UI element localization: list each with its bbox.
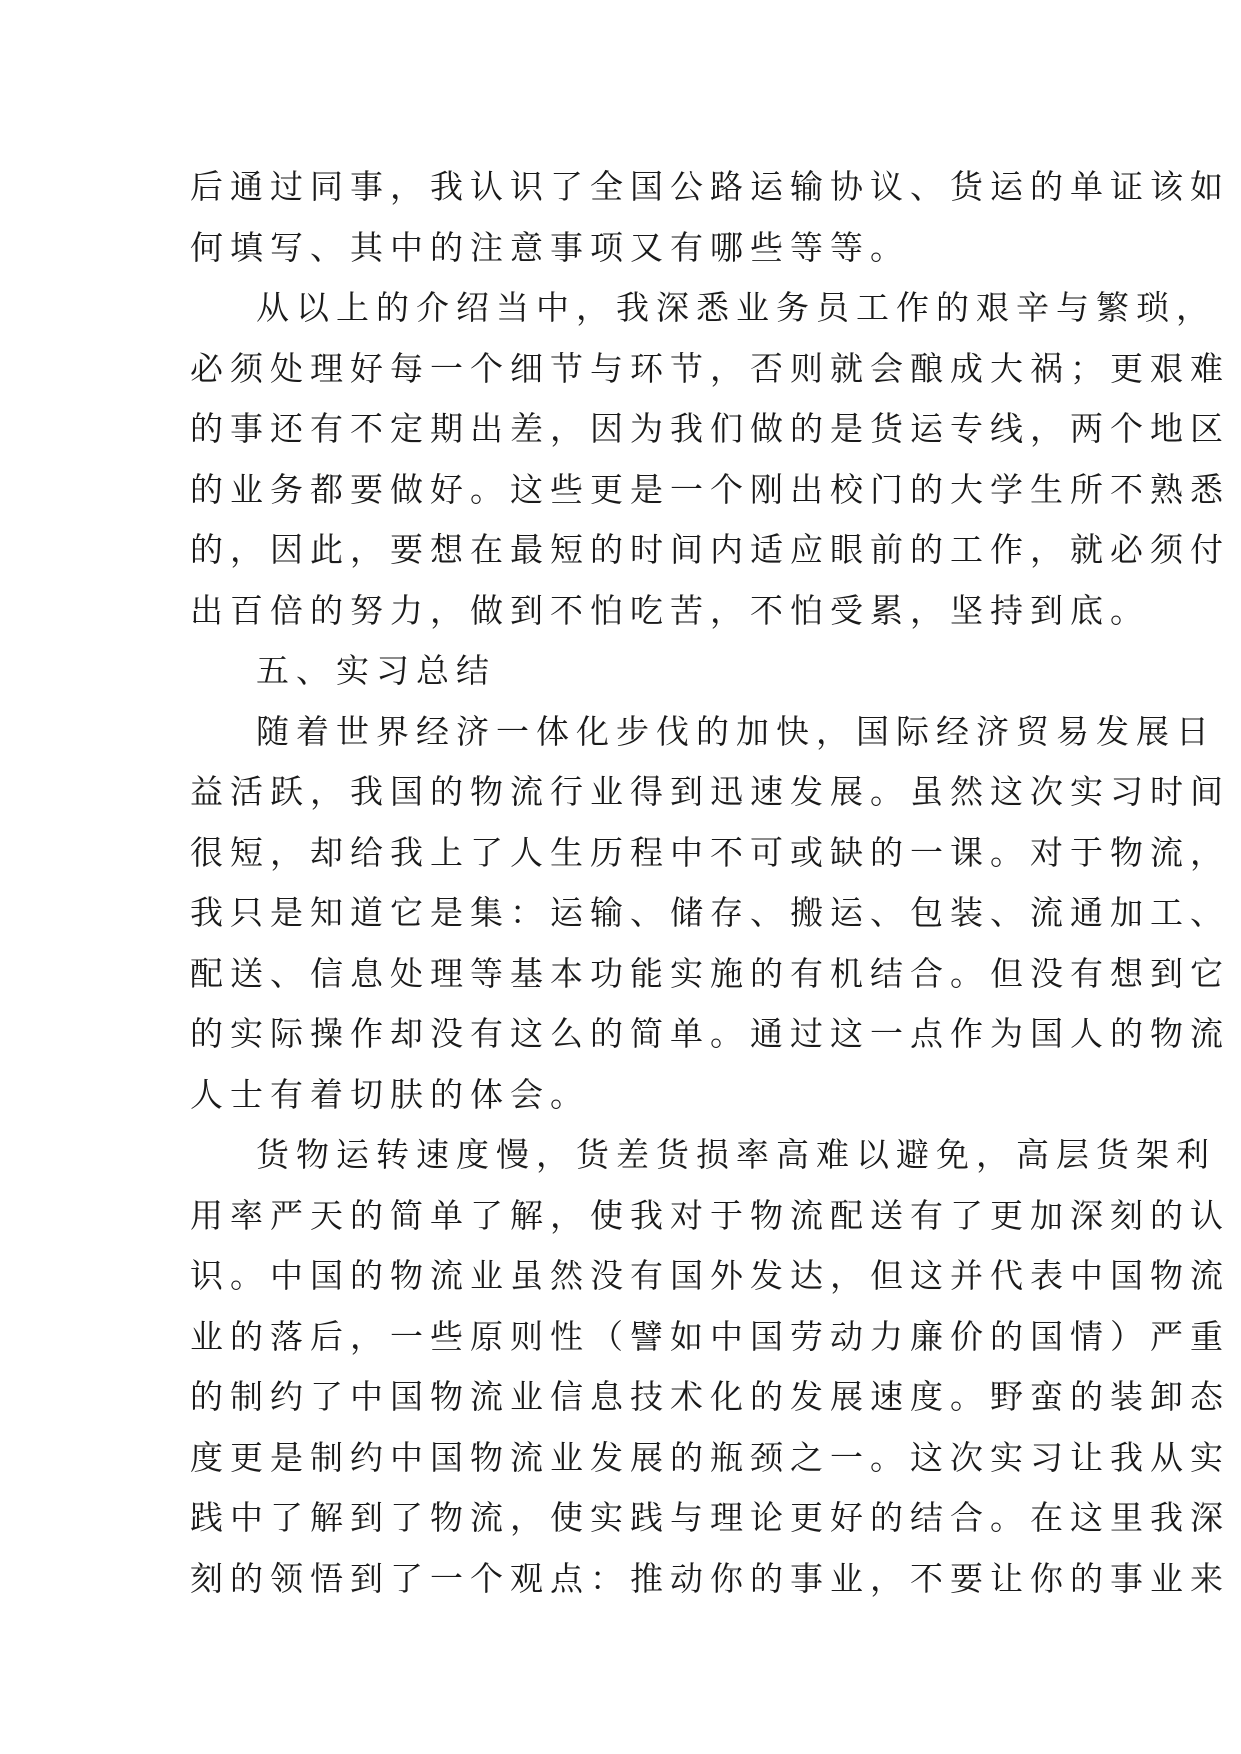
text-line: 用率严天的简单了解，使我对于物流配送有了更加深刻的认 [190, 1195, 1230, 1235]
text-line: 识。中国的物流业虽然没有国外发达，但这并代表中国物流 [190, 1256, 1230, 1295]
text-line: 必须处理好每一个细节与环节，否则就会酿成大祸；更艰难 [190, 348, 1230, 388]
text-line: 的，因此，要想在最短的时间内适应眼前的工作，就必须付 [190, 530, 1230, 569]
text-line: 度更是制约中国物流业发展的瓶颈之一。这次实习让我从实 [190, 1437, 1230, 1477]
text-line: 益活跃，我国的物流行业得到迅速发展。虽然这次实习时间 [190, 772, 1230, 811]
text-line: 的实际操作却没有这么的简单。通过这一点作为国人的物流 [190, 1014, 1230, 1053]
text-line: 的事还有不定期出差，因为我们做的是货运专线，两个地区 [190, 409, 1230, 448]
body-text [190, 157, 1230, 1609]
text-line: 我只是知道它是集：运输、储存、搬运、包装、流通加工、 [190, 893, 1230, 932]
text-line: 业的落后，一些原则性（譬如中国劳动力廉价的国情）严重 [190, 1316, 1230, 1356]
text-line: 的业务都要做好。这些更是一个刚出校门的大学生所不熟悉 [190, 469, 1230, 509]
text-line: 配送、信息处理等基本功能实施的有机结合。但没有想到它 [190, 953, 1230, 993]
text-line: 从以上的介绍当中，我深悉业务员工作的艰辛与繁琐， [256, 288, 1216, 327]
text-line: 的制约了中国物流业信息技术化的发展速度。野蛮的装卸态 [190, 1377, 1230, 1416]
text-line: 刻的领悟到了一个观点：推动你的事业，不要让你的事业来 [190, 1558, 1230, 1598]
text-line: 很短，却给我上了人生历程中不可或缺的一课。对于物流， [190, 832, 1230, 872]
text-line: 何填写、其中的注意事项又有哪些等等。 [190, 227, 910, 267]
text-line: 五、实习总结 [256, 651, 496, 690]
text-line: 人士有着切肤的体会。 [190, 1074, 590, 1114]
text-line: 后通过同事，我认识了全国公路运输协议、货运的单证该如 [190, 167, 1230, 206]
text-line: 践中了解到了物流，使实践与理论更好的结合。在这里我深 [190, 1498, 1230, 1537]
text-line: 随着世界经济一体化步伐的加快，国际经济贸易发展日 [256, 711, 1216, 751]
text-line: 货物运转速度慢，货差货损率高难以避免，高层货架利 [256, 1135, 1216, 1174]
text-line: 出百倍的努力，做到不怕吃苦，不怕受累，坚持到底。 [190, 590, 1150, 630]
